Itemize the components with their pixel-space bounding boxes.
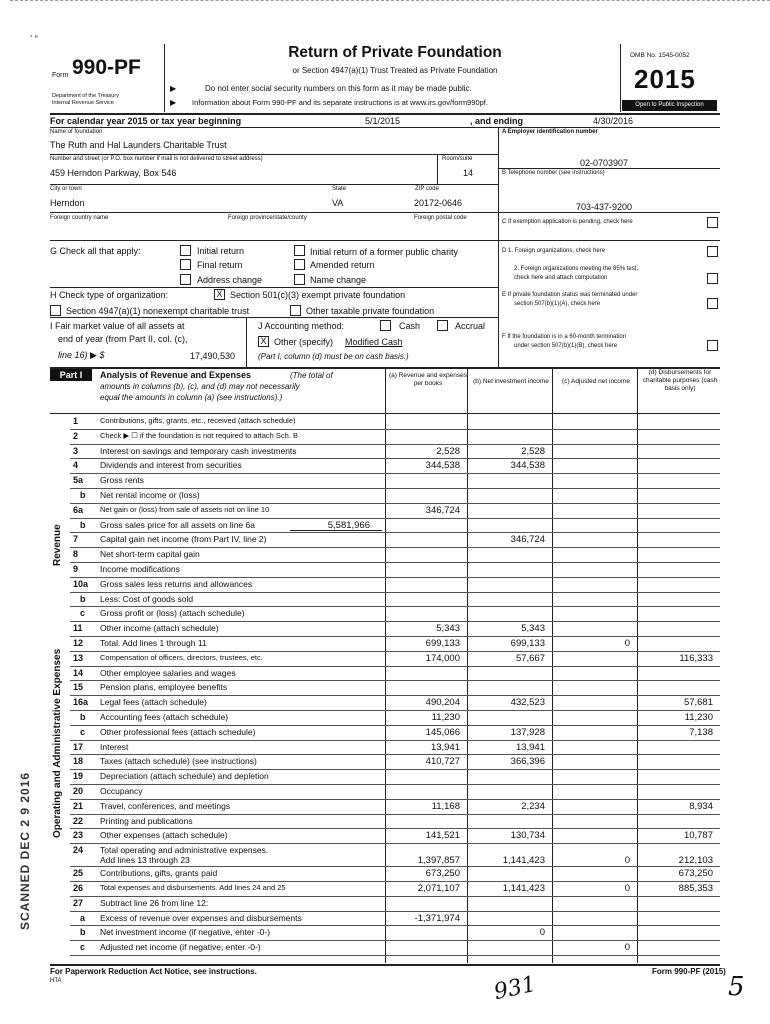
j-note: (Part I, column (d) must be on cash basis.)	[258, 352, 409, 361]
i-label2: end of year (from Part II, col. (c),	[58, 334, 188, 344]
handwritten-number: 931	[491, 971, 539, 1006]
row-label-line2: Add lines 13 through 23	[100, 855, 190, 866]
street-label: Number and street (or P.O. box number if mail is not delivered to street address)	[50, 156, 263, 162]
end-date: 4/30/2016	[593, 116, 634, 126]
begin-date: 5/1/2015	[365, 116, 401, 126]
row-number: 10a	[73, 578, 89, 589]
col-a-value: 5,343	[436, 623, 460, 635]
part-title: Analysis of Revenue and Expenses	[100, 370, 252, 380]
city-label: City or town	[50, 186, 82, 192]
room-suite: 14	[463, 168, 474, 178]
row-number: 13	[73, 652, 84, 663]
row-label: Contributions, gifts, grants, etc., received (attach schedule)	[100, 416, 296, 425]
initial-return-label: Initial return	[197, 246, 245, 256]
col-a-value: -1,371,974	[414, 912, 460, 924]
row-label: Interest on savings and temporary cash investments	[100, 445, 297, 456]
row-number: 11	[73, 623, 83, 634]
scan-edge	[10, 0, 770, 2]
row-number: 7	[73, 534, 79, 545]
row-number: 1	[73, 416, 79, 426]
foundation-name: The Ruth and Hal Launders Charitable Trust	[50, 140, 227, 150]
j-cash-checkbox[interactable]	[380, 320, 391, 331]
e1-label: E If private foundation status was terminated under	[502, 292, 638, 298]
col-c-value: 0	[624, 638, 630, 649]
arrow-icon: ▶	[170, 98, 177, 107]
row-label: Other professional fees (attach schedule)	[100, 726, 256, 737]
col-b-value: 432,523	[510, 697, 545, 709]
dept-line2: Internal Revenue Service	[52, 100, 114, 106]
zip-label: ZIP code	[415, 186, 439, 192]
col-c-value: 0	[624, 942, 630, 954]
col-b-value: 346,724	[510, 534, 545, 546]
phone-label: B Telephone number (see instructions)	[502, 170, 605, 176]
col-a-value: 490,204	[425, 697, 460, 709]
row-label: Total expenses and disbursements. Add lines 24 and 25	[100, 883, 286, 892]
col-a-value: 410,727	[425, 756, 460, 768]
d2-checkbox[interactable]	[707, 273, 718, 284]
col-b-value: 13,941	[515, 741, 545, 753]
col-a-value: 2,528	[436, 445, 460, 457]
col-d-header: (d) Disbursements for charitable purposes (cash basis only)	[642, 369, 718, 392]
row-label: Check ▶ ☐ if the foundation is not required to attach Sch. B	[100, 430, 299, 440]
exemption-pending-label: C If exemption application is pending, check here	[502, 219, 633, 225]
col-d-value: 7,138	[689, 726, 713, 738]
expenses-side-label: Operating and Administrative Expenses	[52, 648, 63, 838]
initial-return-checkbox[interactable]	[180, 245, 191, 256]
final-return-checkbox[interactable]	[180, 259, 191, 270]
j-other-label: Other (specify)	[274, 337, 334, 347]
paperwork-notice: For Paperwork Reduction Act Notice, see instructions.	[50, 967, 257, 976]
calendar-year-label: For calendar year 2015 or tax year beginning	[50, 116, 242, 126]
row-label: Net rental income or (loss)	[100, 490, 200, 500]
row-label: Net investment income (if negative, enter -0-)	[100, 927, 271, 938]
col-b-value: 1,141,423	[502, 855, 545, 867]
form-number: 990-PF	[72, 56, 141, 79]
row-number: 12	[73, 638, 84, 648]
j-other-value: Modified Cash	[345, 337, 403, 347]
fair-market-value: 17,490,530	[190, 351, 236, 361]
row-number: 2	[73, 430, 79, 441]
row-label: Taxes (attach schedule) (see instructions)	[100, 756, 257, 767]
col-a-value: 11,230	[431, 712, 460, 723]
row-label: Compensation of officers, directors, trustees, etc.	[100, 652, 263, 662]
city: Herndon	[50, 198, 85, 208]
name-change-label: Name change	[310, 275, 367, 285]
form-subtitle: or Section 4947(a)(1) Trust Treated as Private Foundation	[292, 66, 498, 75]
row-number: b	[80, 490, 86, 500]
col-a-value: 344,538	[425, 460, 460, 472]
row-label: Gross sales price for all assets on line 6a	[100, 519, 255, 530]
col-d-value: 10,787	[683, 830, 713, 842]
h-4947-checkbox[interactable]	[50, 305, 61, 316]
col-d-value: 212,103	[678, 855, 713, 867]
form-prefix: Form	[52, 72, 69, 79]
row-label: Printing and publications	[100, 815, 193, 826]
row-number: b	[80, 593, 86, 604]
instruction-line1: Do not enter social security numbers on this form as it may be made public.	[205, 84, 472, 93]
col-b-value: 699,133	[510, 638, 545, 649]
row-number: b	[80, 927, 86, 938]
room-label: Room/suite	[442, 156, 473, 162]
gross-sales-price: 5,581,966	[327, 519, 370, 531]
j-accrual-checkbox[interactable]	[437, 320, 448, 331]
row-number: 14	[73, 667, 84, 678]
row-number: b	[80, 519, 86, 530]
row-label: Interest	[100, 741, 129, 752]
foreign-province-label: Foreign province/state/county	[228, 215, 307, 221]
row-label: Pension plans, employee benefits	[100, 682, 228, 693]
j-accrual-label: Accrual	[455, 321, 486, 331]
row-number: 4	[73, 460, 79, 471]
h-501c3-label: Section 501(c)(3) exempt private foundation	[230, 290, 406, 300]
row-label: Depreciation (attach schedule) and depletion	[100, 771, 269, 782]
col-d-value: 116,333	[679, 652, 713, 664]
col-a-value: 673,250	[425, 868, 460, 880]
part-title-line3: equal the amounts in column (a) (see instructions).)	[100, 393, 283, 402]
row-number: 5a	[73, 475, 84, 486]
row-label: Excess of revenue over expenses and disbursements	[100, 912, 302, 923]
state: VA	[332, 198, 344, 208]
g-label: G Check all that apply:	[50, 246, 141, 256]
col-a-value: 13,941	[430, 741, 460, 753]
row-label: Gross rents	[100, 475, 144, 486]
row-label: Net short-term capital gain	[100, 549, 200, 560]
row-number: 26	[73, 883, 84, 893]
row-number: 21	[73, 800, 84, 811]
col-d-value: 8,934	[689, 800, 713, 812]
amended-return-label: Amended return	[310, 260, 375, 270]
h-501c3-checkbox[interactable]: X	[214, 289, 225, 300]
e2-label: section 507(b)(1)(A), check here	[514, 301, 601, 307]
row-label: Occupancy	[100, 786, 143, 796]
form-title: Return of Private Foundation	[288, 44, 502, 61]
h-other-checkbox[interactable]	[290, 305, 301, 316]
open-inspection-badge: Open to Public Inspection	[622, 100, 717, 111]
j-label: J Accounting method:	[258, 321, 345, 331]
col-c-value: 0	[624, 855, 630, 867]
col-b-value: 130,734	[510, 830, 545, 842]
row-number: 23	[73, 830, 84, 841]
col-a-value: 2,071,107	[417, 883, 460, 894]
col-b-value: 366,396	[510, 756, 545, 768]
row-number: 16a	[73, 697, 89, 708]
row-number: 3	[73, 445, 79, 456]
row-label: Gross profit or (loss) (attach schedule)	[100, 608, 245, 619]
col-c-value: 0	[624, 883, 630, 894]
scanned-stamp: SCANNED DEC 2 9 2016	[18, 771, 32, 930]
row-label: Net gain or (loss) from sale of assets not on line 10	[100, 504, 270, 514]
row-number: 22	[73, 815, 84, 826]
ein: 02-0703907	[580, 158, 629, 168]
col-b-value: 137,928	[510, 726, 545, 738]
col-d-value: 11,230	[684, 712, 713, 723]
f-checkbox[interactable]	[707, 340, 718, 351]
and-ending-label: , and ending	[470, 116, 523, 126]
col-c-header: (c) Adjusted net income	[562, 378, 630, 385]
final-return-label: Final return	[197, 260, 243, 270]
col-a-value: 11,168	[431, 800, 460, 812]
hta-label: HTA	[50, 978, 62, 984]
row-label: Other employee salaries and wages	[100, 667, 236, 678]
dept-line1: Department of the Treasury	[52, 93, 119, 99]
instruction-line2: Information about Form 990-PF and its separate instructions is at www.irs.gov/form990pf.	[192, 98, 488, 107]
j-other-checkbox[interactable]: X	[258, 336, 269, 347]
row-label: Total operating and administrative expenses.	[100, 845, 269, 856]
row-number: 9	[73, 564, 79, 574]
col-b-value: 1,141,423	[502, 883, 545, 894]
part-title-line2: amounts in columns (b), (c), and (d) may not necessarily	[100, 382, 300, 391]
initial-former-label: Initial return of a former public charity	[310, 247, 459, 257]
row-number: 8	[73, 549, 79, 560]
row-label: Other income (attach schedule)	[100, 623, 219, 634]
col-b-value: 0	[539, 927, 545, 939]
ein-label: A Employer identification number	[502, 129, 598, 135]
col-a-header: (a) Revenue and expenses per books	[388, 372, 468, 387]
arrow-icon: ▶	[170, 84, 177, 93]
f1-label: F If the foundation is in a 60-month termination	[502, 334, 627, 340]
foreign-country-label: Foreign country name	[50, 215, 109, 221]
row-label: Other expenses (attach schedule)	[100, 830, 228, 841]
i-label1: I Fair market value of all assets at	[50, 321, 185, 331]
col-b-value: 5,343	[521, 623, 545, 635]
row-number: 18	[73, 756, 84, 767]
col-b-value: 2,528	[521, 445, 545, 457]
row-label: Dividends and interest from securities	[100, 460, 242, 471]
handwritten-page: 5	[728, 972, 745, 1002]
row-label: Subtract line 26 from line 12:	[100, 897, 209, 908]
part-title-note: (The total of	[290, 371, 333, 380]
col-a-value: 141,521	[425, 830, 460, 842]
address-change-label: Address change	[197, 275, 263, 285]
col-b-header: (b) Net investment income	[473, 378, 549, 385]
row-label: Income modifications	[100, 564, 180, 574]
h-label: H Check type of organization:	[50, 290, 169, 300]
row-number: 20	[73, 786, 84, 796]
row-number: 6a	[73, 504, 84, 515]
row-number: 19	[73, 771, 84, 782]
row-label: Adjusted net income (if negative, enter -0-)	[100, 942, 261, 953]
state-label: State	[332, 186, 347, 192]
exemption-pending-checkbox[interactable]	[707, 217, 718, 228]
j-cash-label: Cash	[399, 321, 421, 331]
address-change-checkbox[interactable]	[180, 274, 191, 285]
row-label: Gross sales less returns and allowances	[100, 578, 253, 589]
row-label: Contributions, gifts, grants paid	[100, 868, 218, 879]
name-change-checkbox[interactable]	[294, 274, 305, 285]
d1-checkbox[interactable]	[707, 246, 718, 257]
initial-former-checkbox[interactable]	[294, 245, 305, 256]
tax-year: 2015	[634, 64, 696, 94]
col-b-value: 57,667	[515, 652, 545, 664]
part-label: Part I	[50, 369, 92, 381]
col-a-value: 174,000	[425, 652, 460, 664]
row-label: Travel, conferences, and meetings	[100, 800, 231, 811]
col-a-value: 346,724	[425, 504, 460, 516]
foreign-postal-label: Foreign postal code	[414, 215, 467, 221]
row-number: 24	[73, 845, 84, 856]
amended-return-checkbox[interactable]	[294, 259, 305, 270]
d2b-label: check here and attach computation	[514, 275, 608, 281]
phone-number: 703-437-9200	[576, 202, 633, 212]
scan-mark: ’ “	[30, 34, 38, 45]
row-number: c	[80, 608, 86, 619]
col-a-value: 699,133	[425, 638, 460, 649]
col-a-value: 145,066	[425, 726, 460, 738]
col-d-value: 57,681	[683, 697, 713, 709]
street-address: 459 Herndon Parkway, Box 546	[50, 168, 177, 178]
zip-code: 20172-0646	[414, 198, 463, 208]
row-number: a	[80, 912, 86, 923]
h-4947-label: Section 4947(a)(1) nonexempt charitable trust	[66, 306, 250, 316]
revenue-side-label: Revenue	[52, 524, 63, 566]
row-number: c	[80, 942, 86, 953]
row-number: 15	[73, 682, 84, 693]
name-label: Name of foundation	[50, 129, 103, 135]
form-reference: Form 990-PF (2015)	[652, 967, 726, 976]
row-label: Less: Cost of goods sold	[100, 593, 194, 604]
row-number: 27	[73, 897, 84, 908]
h-other-label: Other taxable private foundation	[306, 306, 435, 316]
row-label: Total. Add lines 1 through 11	[100, 638, 207, 648]
f2-label: under section 507(b)(1)(B), check here	[514, 343, 618, 349]
row-label: Accounting fees (attach schedule)	[100, 712, 229, 722]
i-label3: line 16) ▶ $	[58, 350, 105, 360]
row-number: 17	[73, 741, 84, 752]
omb-number: OMB No. 1545-0052	[630, 52, 690, 59]
e-checkbox[interactable]	[707, 298, 718, 309]
col-a-value: 1,397,857	[417, 855, 460, 867]
d1-label: D 1. Foreign organizations, check here	[502, 248, 606, 254]
row-label: Legal fees (attach schedule)	[100, 697, 207, 708]
row-number: c	[80, 726, 86, 737]
row-number: 25	[73, 868, 84, 879]
row-number: b	[80, 712, 86, 722]
d2a-label: 2. Foreign organizations meeting the 85% test,	[514, 266, 639, 272]
col-d-value: 885,353	[678, 883, 713, 894]
col-d-value: 673,250	[678, 868, 713, 880]
col-b-value: 344,538	[510, 460, 545, 472]
col-b-value: 2,234	[521, 800, 545, 812]
row-label: Capital gain net income (from Part IV, line 2)	[100, 534, 267, 545]
